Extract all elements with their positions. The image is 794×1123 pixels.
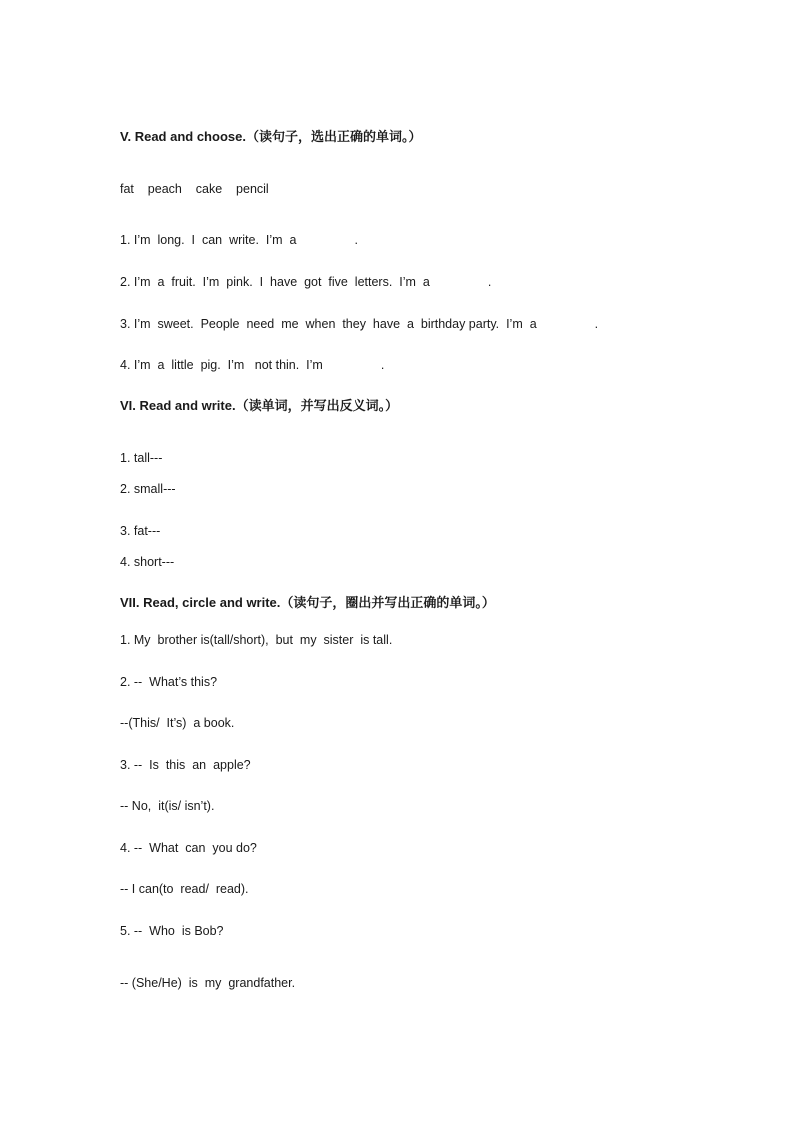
section-6-item-2: 2. small--- [120,482,176,496]
section-7-line-2: 2. -- What’s this? [120,675,218,689]
section-7-line-8: 5. -- Who is Bob? [120,924,224,938]
section-6-heading: VI. Read and write.（读单词，并写出反义词。） [120,398,399,413]
section-7-line-7: -- I can(to read/ read). [120,882,249,896]
item-end: . [354,233,358,247]
section-7-line-5: -- No, it(is/ isn’t). [120,799,215,813]
section-5-item-1 [120,232,358,248]
section-7-line-3: --(This/ It’s) a book. [120,716,235,730]
item-text: 3. I’m sweet. People need me when they have a birthday party. I’m a [120,317,537,331]
item-end: . [594,317,599,331]
section-7-line-1: 1. My brother is(tall/short), but my sister is tall. [120,633,393,647]
item-text: 1. I’m long. I can write. I’m a [120,233,297,247]
section-5-heading: V. Read and choose.（读句子，选出正确的单词。） [120,129,422,144]
item-end: . [380,358,385,372]
section-5-item-4 [120,357,384,373]
item-text: 2. I’m a fruit. I’m pink. I have got five letters. I’m a [120,275,430,289]
item-text: 4. I’m a little pig. I’m not thin. I’m [120,358,323,372]
section-5-item-3 [120,316,598,332]
section-6-item-1: 1. tall--- [120,451,163,465]
section-7-line-9: -- (She/He) is my grandfather. [120,976,296,990]
section-7-heading: VII. Read, circle and write.（读句子，圈出并写出正确的单词。） [120,595,495,610]
section-7-line-6: 4. -- What can you do? [120,841,257,855]
section-6-item-3: 3. fat--- [120,524,161,538]
item-end: . [487,275,492,289]
section-6-item-4: 4. short--- [120,555,175,569]
section-5-item-2 [120,274,491,290]
section-7-line-4: 3. -- Is this an apple? [120,758,251,772]
word-bank: fat peach cake pencil [120,182,269,196]
